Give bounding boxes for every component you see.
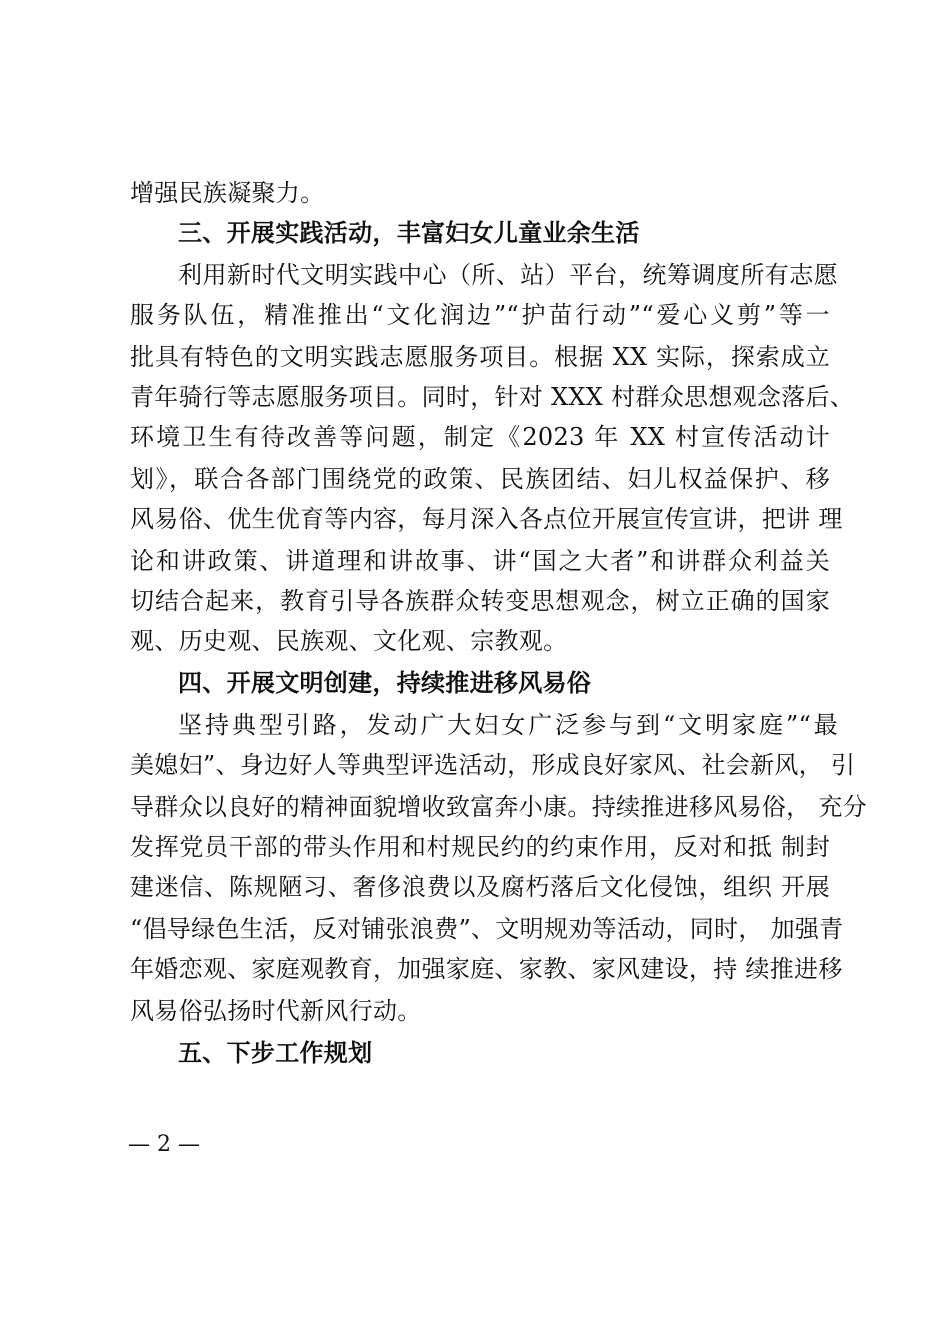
- paragraph-line: 坚持典型引路，发动广大妇女广泛参与到“文明家庭”“最: [178, 711, 838, 739]
- paragraph-line: “倡导绿色生活，反对铺张浪费”、文明规劝等活动，同时， 加强青: [130, 915, 844, 943]
- page-number: — 2 —: [128, 1132, 200, 1157]
- paragraph-line: 青年骑行等志愿服务项目。同时，针对 XXX 村群众思想观念落后、: [130, 383, 855, 411]
- paragraph-line: 划》，联合各部门围绕党的政策、民族团结、妇儿权益保护、移: [130, 465, 830, 493]
- paragraph-line: 观、历史观、民族观、文化观、宗教观。: [130, 627, 568, 655]
- section-heading-4: 四、开展文明创建，持续推进移风易俗: [178, 669, 592, 697]
- paragraph-line: 导群众以良好的精神面貌增收致富奔小康。持续推进移风易俗， 充分: [130, 793, 867, 821]
- paragraph-line: 论和讲政策、讲道理和讲故事、讲“国之大者”和讲群众利益关: [130, 547, 830, 575]
- paragraph-line: 增强民族凝聚力。: [130, 179, 325, 207]
- paragraph-line: 发挥党员干部的带头作用和村规民约的约束作用，反对和抵 制封: [130, 833, 830, 861]
- paragraph-line: 年婚恋观、家庭观教育，加强家庭、家教、家风建设，持 续推进移: [130, 955, 843, 983]
- paragraph-line: 建迷信、陈规陋习、奢侈浪费以及腐朽落后文化侵蚀，组织 开展: [130, 873, 830, 901]
- paragraph-line: 风易俗、优生优育等内容，每月深入各点位开展宣传宣讲，把讲 理: [130, 505, 843, 533]
- section-heading-3: 三、开展实践活动，丰富妇女儿童业余生活: [178, 219, 640, 247]
- paragraph-line: 美媳妇”、身边好人等典型评选活动，形成良好家风、社会新风， 引: [130, 751, 856, 779]
- paragraph-line: 利用新时代文明实践中心（所、站）平台，统筹调度所有志愿: [178, 261, 838, 289]
- paragraph-line: 服务队伍，精准推出“文化润边”“护苗行动”“爱心义剪”等一: [130, 301, 830, 329]
- paragraph-line: 切结合起来，教育引导各族群众转变思想观念，树立正确的国家: [130, 587, 830, 615]
- paragraph-line: 环境卫生有待改善等问题，制定《2023 年 XX 村宣传活动计: [130, 423, 830, 451]
- paragraph-line: 批具有特色的文明实践志愿服务项目。根据 XX 实际，探索成立: [130, 343, 830, 371]
- paragraph-line: 风易俗弘扬时代新风行动。: [130, 997, 422, 1025]
- section-heading-5: 五、下步工作规划: [178, 1039, 373, 1067]
